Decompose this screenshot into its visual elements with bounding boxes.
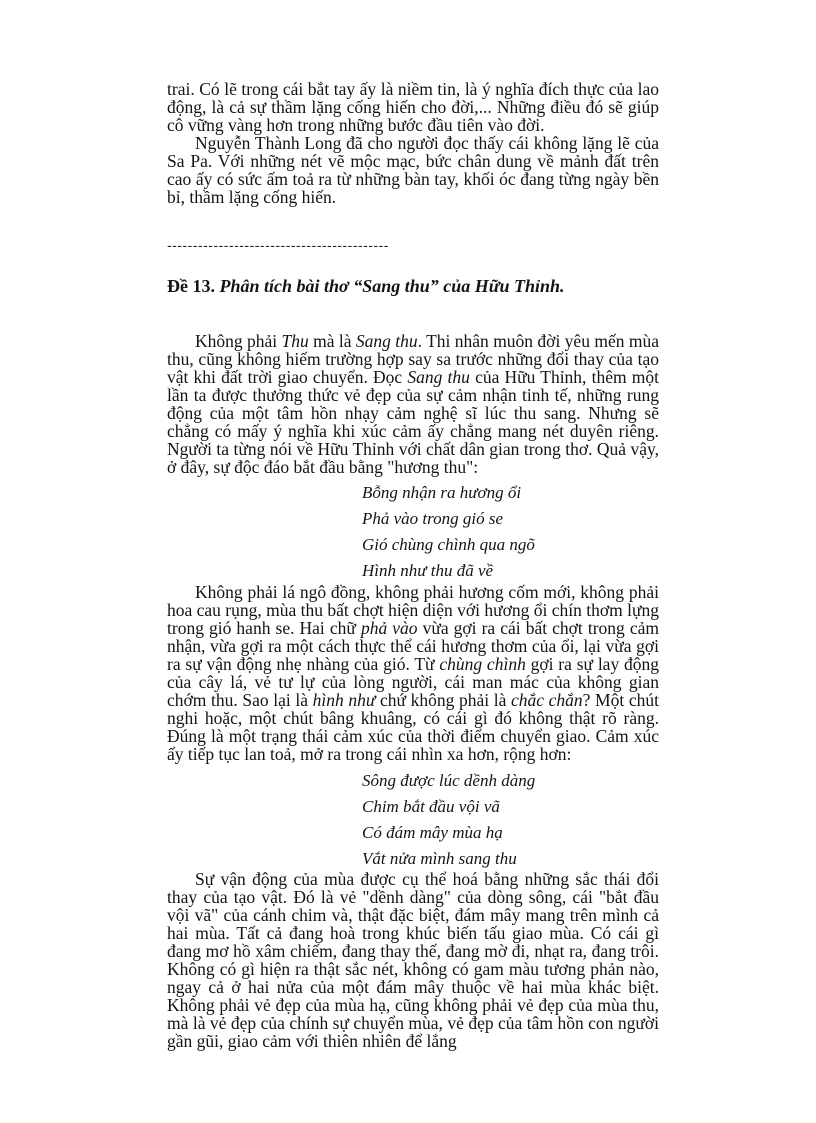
intro-paragraph-2: Nguyễn Thành Long đã cho người đọc thấy cái không lặng lẽ của Sa Pa. Với những nét vẽ mộc mạc, bức chân dung về mảnh đất trên cao ấy có sức ấm toả ra từ những bàn tay, khối óc đang từng ngày bền bỉ, thầm lặng cống hiến. [167, 133, 659, 207]
poem-line: Phả vào trong gió se [362, 509, 504, 528]
paragraph-2-block [167, 583, 659, 763]
paragraph-1: Không phải Thu mà là Sang thu. Thi nhân muôn đời yêu mến mùa thu, cũng không hiếm trường hợp say sa trước những đổi thay của tạo vật khi đất trời giao chuyển. Đọc Sang thu của Hữu Thỉnh, thêm một lần ta được thưởng thức vẻ đẹp của sự cảm nhận tinh tế, những rung động của một tâm hồn nhạy cảm nghệ sĩ lúc thu sang. Nhưng sẽ chẳng có mấy ý nghĩa khi xúc cảm ấy chẳng mang nét duyên riêng. Người ta từng nói về Hữu Thỉnh với chất dân gian trong thơ. Quả vậy, ở đây, sự độc đáo bắt đầu bằng "hương thu": [167, 331, 659, 477]
poem-line: Có đám mây mùa hạ [362, 823, 503, 842]
paragraph-2: Không phải lá ngô đồng, không phải hương cốm mới, không phải hoa cau rụng, mùa thu bất chợt hiện diện với hương ổi chín thơm lựng trong gió hanh se. Hai chữ phả vào vừa gợi ra cái bất chợt trong cảm nhận, vừa gợi ra một cách thực thể cái hương thơm của ổi, lại vừa gợi ra sự vận động nhẹ nhàng của gió. Từ chùng chình gợi ra sự lay động của cây lá, vẻ tư lự của lòng người, cái man mác của không gian chớm thu. Sao lại là hình như chứ không phải là chắc chắn? Một chút nghi hoặc, một chút bâng khuâng, có cái gì đó không thật rõ ràng. Đúng là một trạng thái cảm xúc của thời điểm chuyển giao. Cảm xúc ấy tiếp tục lan toả, mở ra trong cái nhìn xa hơn, rộng hơn: [167, 582, 660, 764]
poem-line: Hình như thu đã về [362, 561, 494, 580]
poem-line: Gió chùng chình qua ngõ [362, 535, 535, 554]
paragraph-1-block [167, 332, 659, 476]
poem-stanza-1 [362, 480, 535, 584]
poem-line: Chim bắt đầu vội vã [362, 797, 500, 816]
poem-stanza-2 [362, 768, 535, 872]
poem-line: Sông được lúc dềnh dàng [362, 771, 536, 790]
poem-line: Vắt nửa mình sang thu [362, 849, 517, 868]
paragraph-3-block [167, 870, 659, 1050]
intro-block [167, 80, 659, 206]
heading-label: Đề 13. [167, 276, 215, 296]
heading-title: Phân tích bài thơ “Sang thu” của Hữu Thỉnh. [219, 276, 565, 296]
section-separator: ------------------------------------------- [167, 237, 389, 253]
intro-paragraph-1: trai. Có lẽ trong cái bắt tay ấy là niềm tin, là ý nghĩa đích thực của lao động, là cả sự thầm lặng cống hiến cho đời,... Những điều đó sẽ giúp cô vững vàng hơn trong những bước đầu tiên vào đời. [167, 79, 659, 135]
paragraph-3: Sự vận động của mùa được cụ thể hoá bằng những sắc thái đổi thay của tạo vật. Đó là vẻ "dềnh dàng" của dòng sông, cái "bắt đầu vội vã" của cánh chim và, thật đặc biệt, đám mây mang trên mình cả hai mùa. Tất cả đang hoà trong khúc biến tấu giao mùa. Có cái gì đang mơ hồ xâm chiếm, đang thay thế, đang mờ đi, nhạt ra, đang trôi. Không có gì hiện ra thật sắc nét, không có gam màu tương phản nào, ngay cả ở hai nửa của một đám mây thuộc về hai mùa khác biệt. Không phải vẻ đẹp của mùa hạ, cũng không phải vẻ đẹp của mùa thu, mà là vẻ đẹp của chính sự chuyển mùa, vẻ đẹp của tâm hồn con người gần gũi, giao cảm với thiên nhiên để lắng [167, 869, 659, 1051]
poem-line: Bỗng nhận ra hương ổi [362, 483, 522, 502]
section-heading [167, 277, 565, 295]
